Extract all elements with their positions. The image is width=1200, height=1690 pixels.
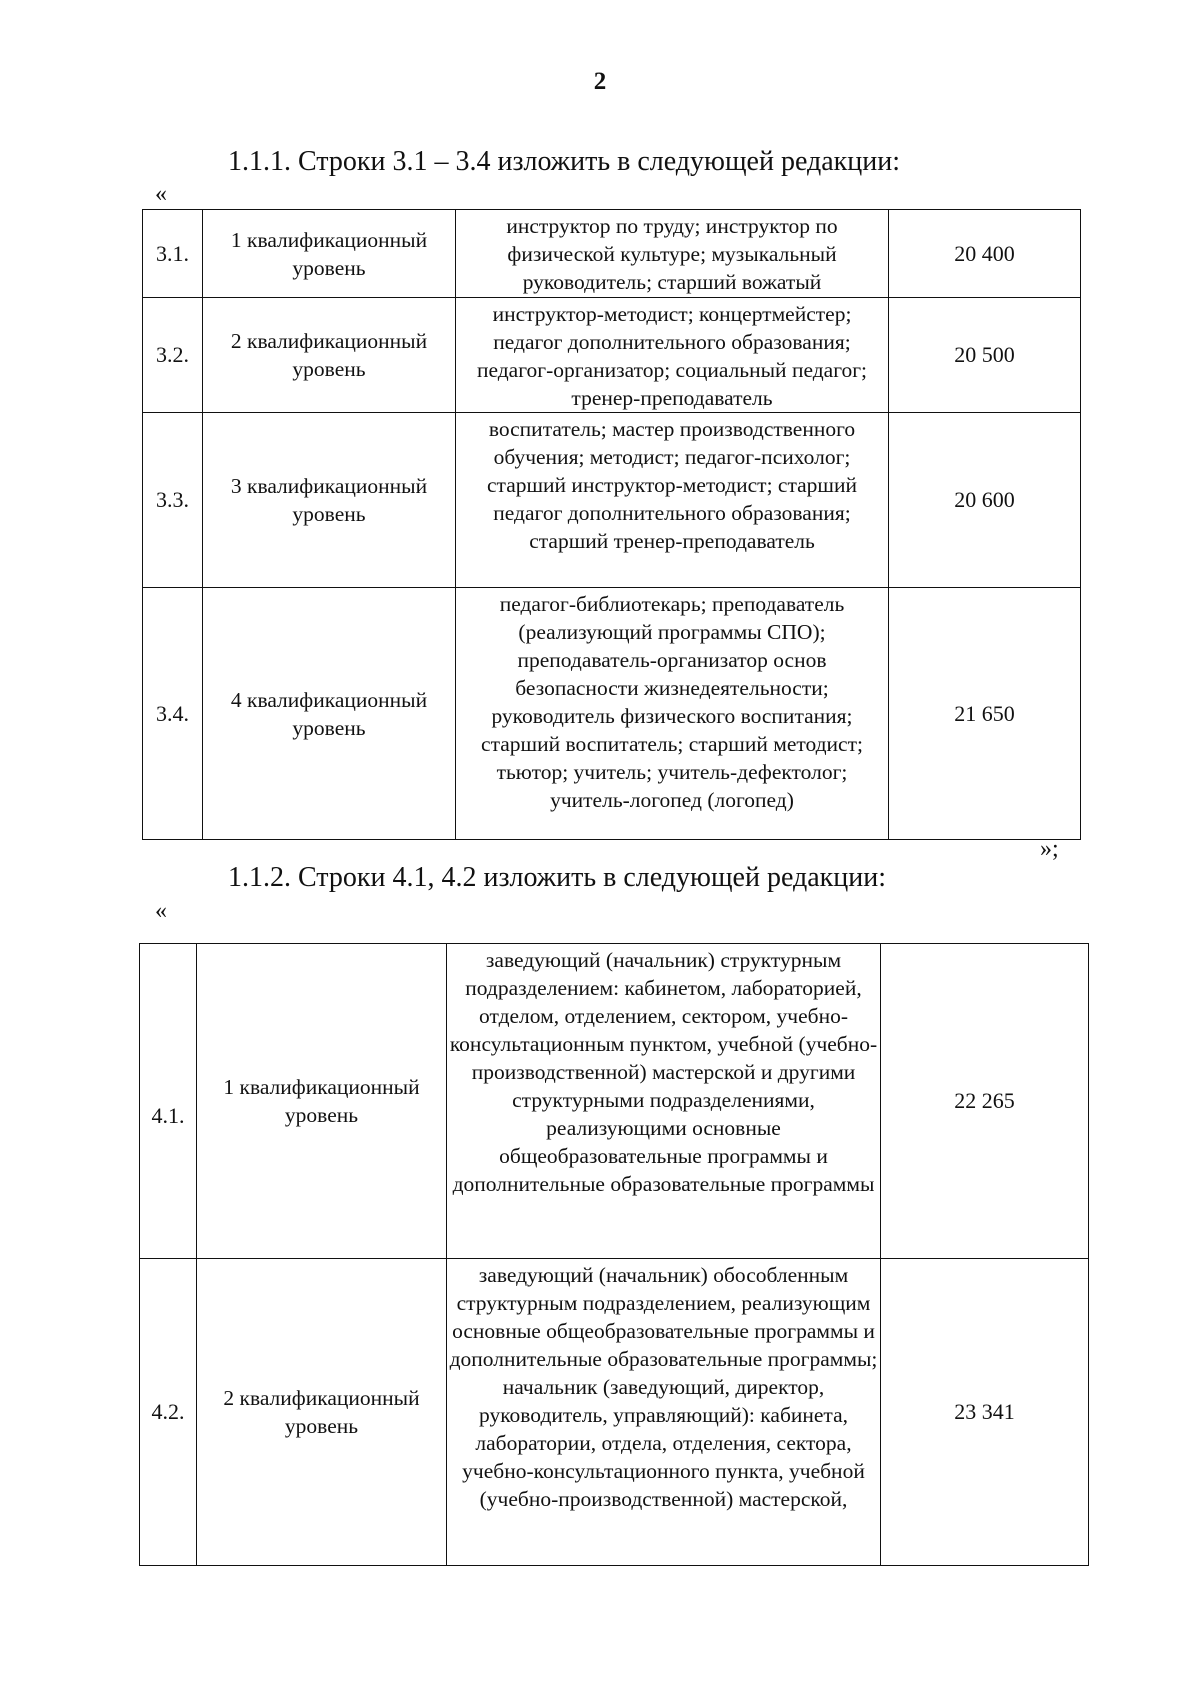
qualification-level: 2 квалификационный уровень — [197, 1259, 447, 1566]
table-rows-4 — [139, 943, 1089, 1566]
table-row — [143, 413, 1081, 588]
qualification-level: 3 квалификационный уровень — [203, 413, 456, 588]
qualification-level: 4 квалификационный уровень — [203, 588, 456, 840]
section-1-heading: 1.1.1. Строки 3.1 – 3.4 изложить в следующей редакции: — [228, 146, 901, 177]
salary-value: 20 600 — [889, 413, 1081, 588]
table-row — [143, 588, 1081, 840]
job-titles: воспитатель; мастер производственного обучения; методист; педагог-психолог; старший инструктор-методист; старший педагог дополнительного образования; старший тренер-преподаватель — [456, 413, 889, 588]
section-2-open-quote: « — [155, 898, 167, 924]
table-row — [140, 1259, 1089, 1566]
job-titles: инструктор-методист; концертмейстер; педагог дополнительного образования; педагог-организатор; социальный педагог; тренер-преподаватель — [456, 298, 889, 413]
row-number: 4.1. — [140, 944, 197, 1259]
qualification-level: 1 квалификационный уровень — [203, 210, 456, 298]
page-number: 2 — [593, 68, 607, 95]
table-row — [140, 944, 1089, 1259]
salary-value: 20 500 — [889, 298, 1081, 413]
row-number: 4.2. — [140, 1259, 197, 1566]
table-rows-3 — [142, 209, 1081, 840]
section-1-close-quote: »; — [1040, 836, 1059, 862]
job-titles: заведующий (начальник) структурным подразделением: кабинетом, лабораторией, отделом, отделением, сектором, учебно-консультационным пунктом, учебной (учебно-производственной) мастерской и другими структурными подразделениями, реализующими основные общеобразовательные программы и дополнительные образовательные программы — [447, 944, 881, 1259]
row-number: 3.1. — [143, 210, 203, 298]
row-number: 3.4. — [143, 588, 203, 840]
job-titles: заведующий (начальник) обособленным структурным подразделением, реализующим основные общеобразовательные программы и дополнительные образовательные программы; начальник (заведующий, директор, руководитель, управляющий): кабинета, лаборатории, отдела, отделения, сектора, учебно-консультационного пункта, учебной (учебно-производственной) мастерской, — [447, 1259, 881, 1566]
job-titles: педагог-библиотекарь; преподаватель (реализующий программы СПО); преподаватель-организатор основ безопасности жизнедеятельности; руководитель физического воспитания; старший воспитатель; старший методист; тьютор; учитель; учитель-дефектолог; учитель-логопед (логопед) — [456, 588, 889, 840]
salary-value: 22 265 — [881, 944, 1089, 1259]
job-titles: инструктор по труду; инструктор по физической культуре; музыкальный руководитель; старший вожатый — [456, 210, 889, 298]
qualification-level: 2 квалификационный уровень — [203, 298, 456, 413]
qualification-level: 1 квалификационный уровень — [197, 944, 447, 1259]
section-1-open-quote: « — [155, 181, 167, 207]
row-number: 3.2. — [143, 298, 203, 413]
salary-value: 20 400 — [889, 210, 1081, 298]
salary-value: 21 650 — [889, 588, 1081, 840]
table-row — [143, 210, 1081, 298]
salary-value: 23 341 — [881, 1259, 1089, 1566]
row-number: 3.3. — [143, 413, 203, 588]
table-row — [143, 298, 1081, 413]
section-2-heading: 1.1.2. Строки 4.1, 4.2 изложить в следующей редакции: — [228, 862, 887, 893]
